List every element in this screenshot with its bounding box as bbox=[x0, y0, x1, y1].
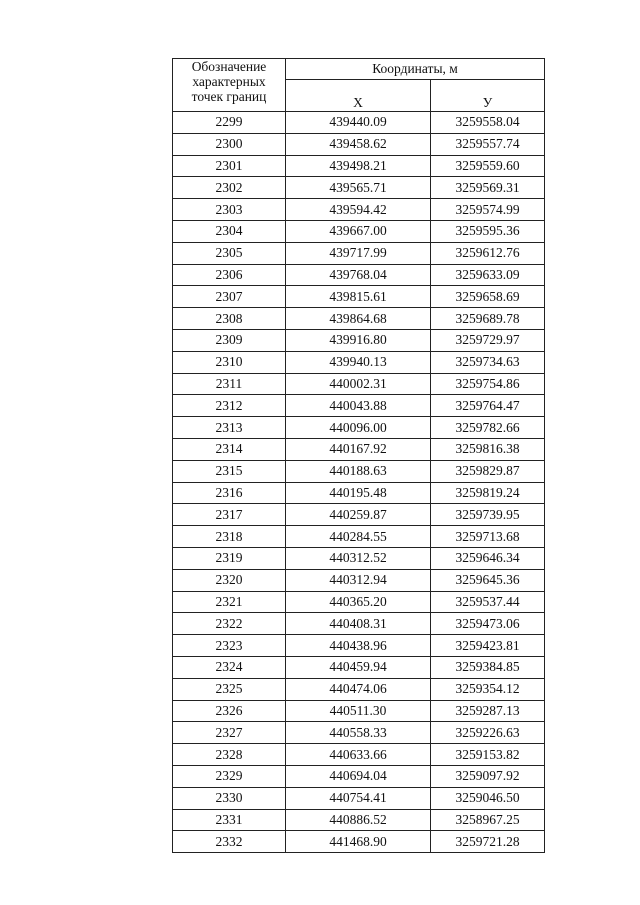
point-id-cell: 2317 bbox=[173, 504, 286, 526]
x-coordinate-cell: 439815.61 bbox=[286, 286, 431, 308]
y-coordinate-cell: 3259729.97 bbox=[431, 329, 545, 351]
point-id-cell: 2329 bbox=[173, 765, 286, 787]
table-row bbox=[173, 460, 545, 482]
x-coordinate-cell: 439768.04 bbox=[286, 264, 431, 286]
x-coordinate-cell: 439458.62 bbox=[286, 133, 431, 155]
table-row bbox=[173, 635, 545, 657]
point-id-cell: 2325 bbox=[173, 678, 286, 700]
x-column-header: X bbox=[286, 80, 431, 112]
x-coordinate-cell: 440438.96 bbox=[286, 635, 431, 657]
table-row bbox=[173, 112, 545, 134]
point-id-cell: 2323 bbox=[173, 635, 286, 657]
table-row bbox=[173, 133, 545, 155]
point-id-cell: 2303 bbox=[173, 199, 286, 221]
x-coordinate-cell: 440558.33 bbox=[286, 722, 431, 744]
point-id-cell: 2305 bbox=[173, 242, 286, 264]
y-coordinate-cell: 3259423.81 bbox=[431, 635, 545, 657]
x-coordinate-cell: 440002.31 bbox=[286, 373, 431, 395]
x-coordinate-cell: 440511.30 bbox=[286, 700, 431, 722]
point-id-cell: 2299 bbox=[173, 112, 286, 134]
point-id-cell: 2321 bbox=[173, 591, 286, 613]
point-id-cell: 2319 bbox=[173, 547, 286, 569]
point-header-line-3: точек границ bbox=[191, 89, 267, 104]
y-coordinate-cell: 3259473.06 bbox=[431, 613, 545, 635]
point-id-cell: 2312 bbox=[173, 395, 286, 417]
point-id-cell: 2308 bbox=[173, 308, 286, 330]
point-id-cell: 2307 bbox=[173, 286, 286, 308]
table-row bbox=[173, 591, 545, 613]
x-coordinate-cell: 440096.00 bbox=[286, 417, 431, 439]
table-row bbox=[173, 438, 545, 460]
point-id-cell: 2316 bbox=[173, 482, 286, 504]
x-coordinate-cell: 439864.68 bbox=[286, 308, 431, 330]
y-coordinate-cell: 3259782.66 bbox=[431, 417, 545, 439]
y-coordinate-cell: 3259721.28 bbox=[431, 831, 545, 853]
y-coordinate-cell: 3259558.04 bbox=[431, 112, 545, 134]
table-row bbox=[173, 787, 545, 809]
point-id-cell: 2327 bbox=[173, 722, 286, 744]
point-id-cell: 2311 bbox=[173, 373, 286, 395]
x-coordinate-cell: 439717.99 bbox=[286, 242, 431, 264]
table-row bbox=[173, 417, 545, 439]
table-row bbox=[173, 482, 545, 504]
y-coordinate-cell: 3259829.87 bbox=[431, 460, 545, 482]
y-coordinate-cell: 3259153.82 bbox=[431, 744, 545, 766]
point-header-line-1: Обозначение bbox=[191, 59, 267, 74]
y-coordinate-cell: 3258967.25 bbox=[431, 809, 545, 831]
table-row bbox=[173, 722, 545, 744]
y-coordinate-cell: 3259226.63 bbox=[431, 722, 545, 744]
point-id-cell: 2326 bbox=[173, 700, 286, 722]
y-coordinate-cell: 3259739.95 bbox=[431, 504, 545, 526]
y-coordinate-cell: 3259559.60 bbox=[431, 155, 545, 177]
table-row bbox=[173, 526, 545, 548]
point-id-cell: 2318 bbox=[173, 526, 286, 548]
y-coordinate-cell: 3259819.24 bbox=[431, 482, 545, 504]
y-coordinate-cell: 3259537.44 bbox=[431, 591, 545, 613]
point-id-cell: 2322 bbox=[173, 613, 286, 635]
table-row bbox=[173, 504, 545, 526]
point-id-cell: 2331 bbox=[173, 809, 286, 831]
y-coordinate-cell: 3259097.92 bbox=[431, 765, 545, 787]
y-coordinate-cell: 3259557.74 bbox=[431, 133, 545, 155]
y-coordinate-cell: 3259713.68 bbox=[431, 526, 545, 548]
table-row bbox=[173, 155, 545, 177]
table-row bbox=[173, 656, 545, 678]
point-id-cell: 2315 bbox=[173, 460, 286, 482]
y-coordinate-cell: 3259354.12 bbox=[431, 678, 545, 700]
x-coordinate-cell: 440365.20 bbox=[286, 591, 431, 613]
table-body bbox=[173, 112, 545, 853]
x-coordinate-cell: 440312.52 bbox=[286, 547, 431, 569]
table-row bbox=[173, 831, 545, 853]
x-coordinate-cell: 440474.06 bbox=[286, 678, 431, 700]
y-coordinate-cell: 3259595.36 bbox=[431, 220, 545, 242]
table-row bbox=[173, 177, 545, 199]
y-coordinate-cell: 3259633.09 bbox=[431, 264, 545, 286]
x-coordinate-cell: 439498.21 bbox=[286, 155, 431, 177]
x-coordinate-cell: 440167.92 bbox=[286, 438, 431, 460]
table-row bbox=[173, 242, 545, 264]
table-row bbox=[173, 700, 545, 722]
x-coordinate-cell: 441468.90 bbox=[286, 831, 431, 853]
table-row bbox=[173, 613, 545, 635]
y-coordinate-cell: 3259612.76 bbox=[431, 242, 545, 264]
point-id-cell: 2302 bbox=[173, 177, 286, 199]
point-header-line-2: характерных bbox=[192, 74, 266, 89]
x-coordinate-cell: 439440.09 bbox=[286, 112, 431, 134]
x-coordinate-cell: 440459.94 bbox=[286, 656, 431, 678]
y-coordinate-cell: 3259754.86 bbox=[431, 373, 545, 395]
point-id-cell: 2310 bbox=[173, 351, 286, 373]
table-row bbox=[173, 395, 545, 417]
x-coordinate-cell: 440633.66 bbox=[286, 744, 431, 766]
x-coordinate-cell: 440284.55 bbox=[286, 526, 431, 548]
point-id-cell: 2314 bbox=[173, 438, 286, 460]
y-coordinate-cell: 3259734.63 bbox=[431, 351, 545, 373]
table-row bbox=[173, 351, 545, 373]
x-coordinate-cell: 440188.63 bbox=[286, 460, 431, 482]
y-coordinate-cell: 3259764.47 bbox=[431, 395, 545, 417]
table-row bbox=[173, 809, 545, 831]
table-row bbox=[173, 547, 545, 569]
point-id-cell: 2304 bbox=[173, 220, 286, 242]
point-designation-header bbox=[173, 59, 286, 112]
coordinates-group-header: Координаты, м bbox=[286, 59, 545, 80]
point-id-cell: 2309 bbox=[173, 329, 286, 351]
point-id-cell: 2313 bbox=[173, 417, 286, 439]
x-coordinate-cell: 440195.48 bbox=[286, 482, 431, 504]
coordinates-table bbox=[172, 58, 545, 853]
y-coordinate-cell: 3259287.13 bbox=[431, 700, 545, 722]
x-coordinate-cell: 439916.80 bbox=[286, 329, 431, 351]
y-coordinate-cell: 3259046.50 bbox=[431, 787, 545, 809]
point-id-cell: 2330 bbox=[173, 787, 286, 809]
x-coordinate-cell: 439667.00 bbox=[286, 220, 431, 242]
x-coordinate-cell: 440886.52 bbox=[286, 809, 431, 831]
x-coordinate-cell: 440312.94 bbox=[286, 569, 431, 591]
point-id-cell: 2332 bbox=[173, 831, 286, 853]
y-coordinate-cell: 3259816.38 bbox=[431, 438, 545, 460]
table-row bbox=[173, 308, 545, 330]
x-coordinate-cell: 440694.04 bbox=[286, 765, 431, 787]
table-header bbox=[173, 59, 545, 112]
table-row bbox=[173, 569, 545, 591]
x-coordinate-cell: 439565.71 bbox=[286, 177, 431, 199]
x-coordinate-cell: 439594.42 bbox=[286, 199, 431, 221]
y-coordinate-cell: 3259569.31 bbox=[431, 177, 545, 199]
point-id-cell: 2300 bbox=[173, 133, 286, 155]
point-id-cell: 2324 bbox=[173, 656, 286, 678]
y-coordinate-cell: 3259574.99 bbox=[431, 199, 545, 221]
x-coordinate-cell: 440259.87 bbox=[286, 504, 431, 526]
table-row bbox=[173, 329, 545, 351]
table-row bbox=[173, 199, 545, 221]
point-id-cell: 2306 bbox=[173, 264, 286, 286]
table-row bbox=[173, 765, 545, 787]
table-row bbox=[173, 744, 545, 766]
table-row bbox=[173, 220, 545, 242]
point-id-cell: 2320 bbox=[173, 569, 286, 591]
y-coordinate-cell: 3259689.78 bbox=[431, 308, 545, 330]
x-coordinate-cell: 440754.41 bbox=[286, 787, 431, 809]
table-row bbox=[173, 264, 545, 286]
x-coordinate-cell: 439940.13 bbox=[286, 351, 431, 373]
point-id-cell: 2328 bbox=[173, 744, 286, 766]
x-coordinate-cell: 440408.31 bbox=[286, 613, 431, 635]
table-row bbox=[173, 286, 545, 308]
y-coordinate-cell: 3259384.85 bbox=[431, 656, 545, 678]
table-row bbox=[173, 373, 545, 395]
y-column-header: У bbox=[431, 80, 545, 112]
point-id-cell: 2301 bbox=[173, 155, 286, 177]
y-coordinate-cell: 3259645.36 bbox=[431, 569, 545, 591]
table-row bbox=[173, 678, 545, 700]
y-coordinate-cell: 3259646.34 bbox=[431, 547, 545, 569]
y-coordinate-cell: 3259658.69 bbox=[431, 286, 545, 308]
x-coordinate-cell: 440043.88 bbox=[286, 395, 431, 417]
